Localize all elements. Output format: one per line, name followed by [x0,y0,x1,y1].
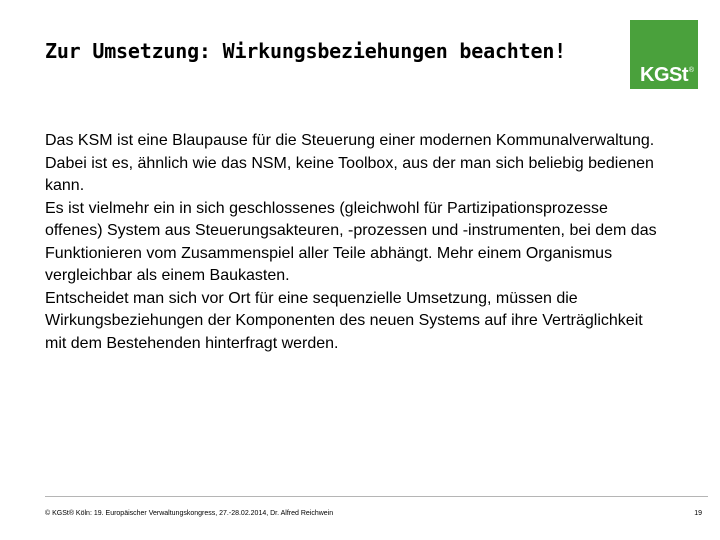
footer-left: © KGSt® Köln: 19. Europäischer Verwaltungskongress, 27.-28.02.2014, Dr. Alfred Reichwein [45,510,334,517]
paragraph-4: Entscheidet man sich vor Ort für eine sequenzielle Umsetzung, müssen die Wirkungsbeziehungen der Komponenten des neuen Systems auf ihre Verträglichkeit mit dem Bestehenden hinterfragt werden. [45,289,643,352]
logo-text: KGSt [640,64,688,86]
slide-title: Zur Umsetzung: Wirkungsbeziehungen beachten! [45,39,567,63]
registered-mark: ® [688,67,694,74]
slide-body [45,130,665,355]
paragraph-1: Das KSM ist eine Blaupause für die Steuerung einer modernen Kommunalverwaltung. [45,132,655,149]
paragraph-3: Es ist vielmehr ein in sich geschlossenes (gleichwohl für Partizipationsprozesse offenes) System aus Steuerungsakteuren, -prozessen und -instrumenten, bei dem das Funktionieren vom Zusammenspiel aller Teile abhängt. Mehr einem Organismus vergleichbar als einem Baukasten. [45,199,657,284]
footer-copyright: © KGSt® Köln [45,510,90,517]
footer-divider [45,496,708,497]
paragraph-2: Dabei ist es, ähnlich wie das NSM, keine Toolbox, aus der man sich beliebig bedienen kann. [45,154,654,194]
footer [45,507,708,521]
footer-event: 19. Europäischer Verwaltungskongress, 27.-28.02.2014, Dr. Alfred Reichwein [93,510,334,517]
kgst-logo [630,20,698,89]
page-number: 19 [694,510,702,517]
